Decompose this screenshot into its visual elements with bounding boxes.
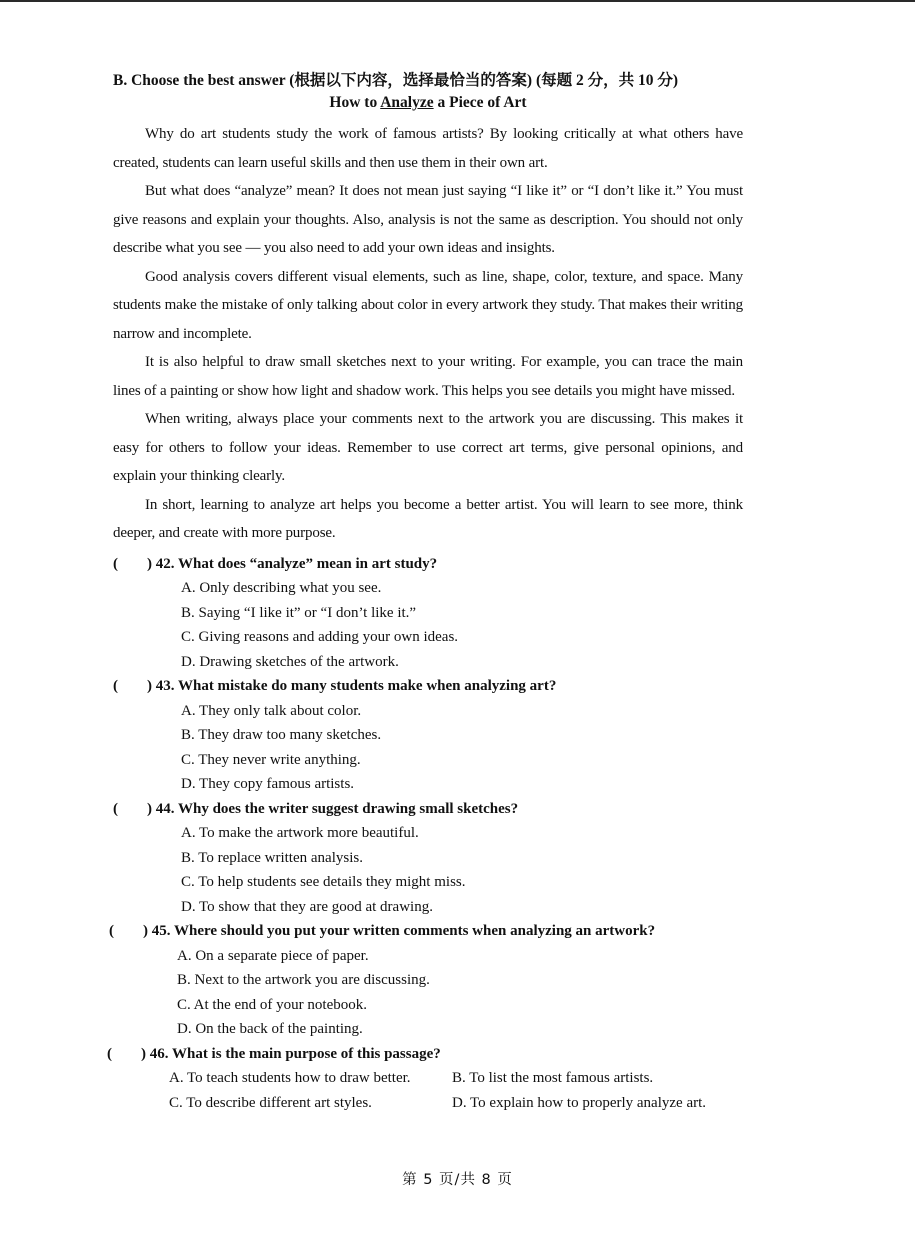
- paragraph: Why do art students study the work of famous artists? By looking critically at what others have created, students can learn useful skills and then use them in their own art.: [113, 126, 743, 171]
- page-number: 第 5 页/共 8 页: [402, 1172, 513, 1188]
- question-stem: [113, 674, 743, 699]
- question-46: [107, 1042, 743, 1116]
- question-42: [113, 552, 743, 675]
- answer-blank[interactable]: (: [107, 1045, 112, 1062]
- article-body: [113, 120, 743, 548]
- option-a: A. On a separate piece of paper.: [177, 947, 369, 964]
- question-stem: [109, 919, 743, 944]
- option-list: [113, 699, 743, 797]
- question-list: [107, 552, 743, 1116]
- title-prefix: How to: [329, 94, 381, 111]
- option-c: C. Giving reasons and adding your own ideas.: [181, 629, 459, 645]
- option-d: D. Drawing sketches of the artwork.: [181, 653, 399, 670]
- option-c: C. To help students see details they might miss.: [181, 874, 466, 890]
- option-c: C. To describe different art styles.: [169, 1094, 372, 1111]
- question-text: ) 46. What is the main purpose of this passage?: [141, 1045, 441, 1062]
- option-b: B. To replace written analysis.: [181, 849, 363, 866]
- answer-blank[interactable]: (: [113, 678, 118, 694]
- option-a: A. To make the artwork more beautiful.: [181, 825, 419, 841]
- question-43: [113, 674, 743, 797]
- option-grid: [107, 1066, 743, 1115]
- question-text: ) 42. What does “analyze” mean in art study?: [147, 555, 438, 572]
- option-list: [109, 944, 743, 1042]
- option-b: B. To list the most famous artists.: [452, 1070, 654, 1086]
- option-a: A. To teach students how to draw better.: [169, 1070, 411, 1086]
- option-d: D. To explain how to properly analyze art.: [452, 1094, 707, 1111]
- question-45: [109, 919, 743, 1042]
- option-d: D. On the back of the painting.: [177, 1021, 363, 1037]
- question-text: ) 45. Where should you put your written comments when analyzing an artwork?: [143, 923, 656, 939]
- exam-page: [107, 70, 743, 1115]
- paragraph: But what does “analyze” mean? It does not mean just saying “I like it” or “I don’t like it.” You must give reasons and explain your thoughts. Also, analysis is not the same as description. You should not only describe what you see — you also need to add your own ideas and insights.: [113, 183, 743, 256]
- option-c: C. At the end of your notebook.: [177, 996, 367, 1013]
- option-d: D. To show that they are good at drawing.: [181, 898, 433, 915]
- article-title: [113, 92, 743, 114]
- paragraph: It is also helpful to draw small sketches next to your writing. For example, you can trace the main lines of a painting or show how light and shadow work. This helps you see details you might have missed.: [113, 354, 743, 399]
- option-b: B. Next to the artwork you are discussing.: [177, 972, 430, 988]
- paragraph: In short, learning to analyze art helps you become a better artist. You will learn to see more, think deeper, and create with more purpose.: [113, 496, 743, 541]
- question-stem: [107, 1042, 743, 1067]
- paragraph: When writing, always place your comments next to the artwork you are discussing. This makes it easy for others to follow your ideas. Remember to use correct art terms, give personal opinions, and explain your thinking clearly.: [113, 411, 743, 484]
- question-stem: [113, 797, 743, 822]
- option-a: A. They only talk about color.: [181, 702, 362, 719]
- answer-blank[interactable]: (: [113, 555, 118, 572]
- answer-blank[interactable]: (: [113, 800, 118, 817]
- title-underlined-word: Analyze: [380, 94, 434, 111]
- top-edge-rule: [0, 0, 915, 2]
- question-text: ) 44. Why does the writer suggest drawing small sketches?: [147, 800, 519, 817]
- option-a: A. Only describing what you see.: [181, 580, 382, 596]
- section-heading: B. Choose the best answer (根据以下内容，选择最恰当的答案) (每题 2 分，共 10 分): [113, 72, 679, 89]
- option-list: [113, 821, 743, 919]
- question-stem: [113, 552, 743, 577]
- option-b: B. Saying “I like it” or “I don’t like it.”: [181, 604, 417, 621]
- title-suffix: a Piece of Art: [433, 94, 527, 111]
- question-text: ) 43. What mistake do many students make when analyzing art?: [147, 678, 557, 694]
- answer-blank[interactable]: (: [109, 923, 114, 939]
- option-d: D. They copy famous artists.: [181, 776, 355, 792]
- option-c: C. They never write anything.: [181, 751, 361, 768]
- option-list: [113, 576, 743, 674]
- paragraph: Good analysis covers different visual elements, such as line, shape, color, texture, and space. Many students make the mistake of only talking about color in every artwork they study. That makes their writing narrow and incomplete.: [113, 268, 743, 342]
- question-44: [113, 797, 743, 920]
- option-b: B. They draw too many sketches.: [181, 727, 382, 743]
